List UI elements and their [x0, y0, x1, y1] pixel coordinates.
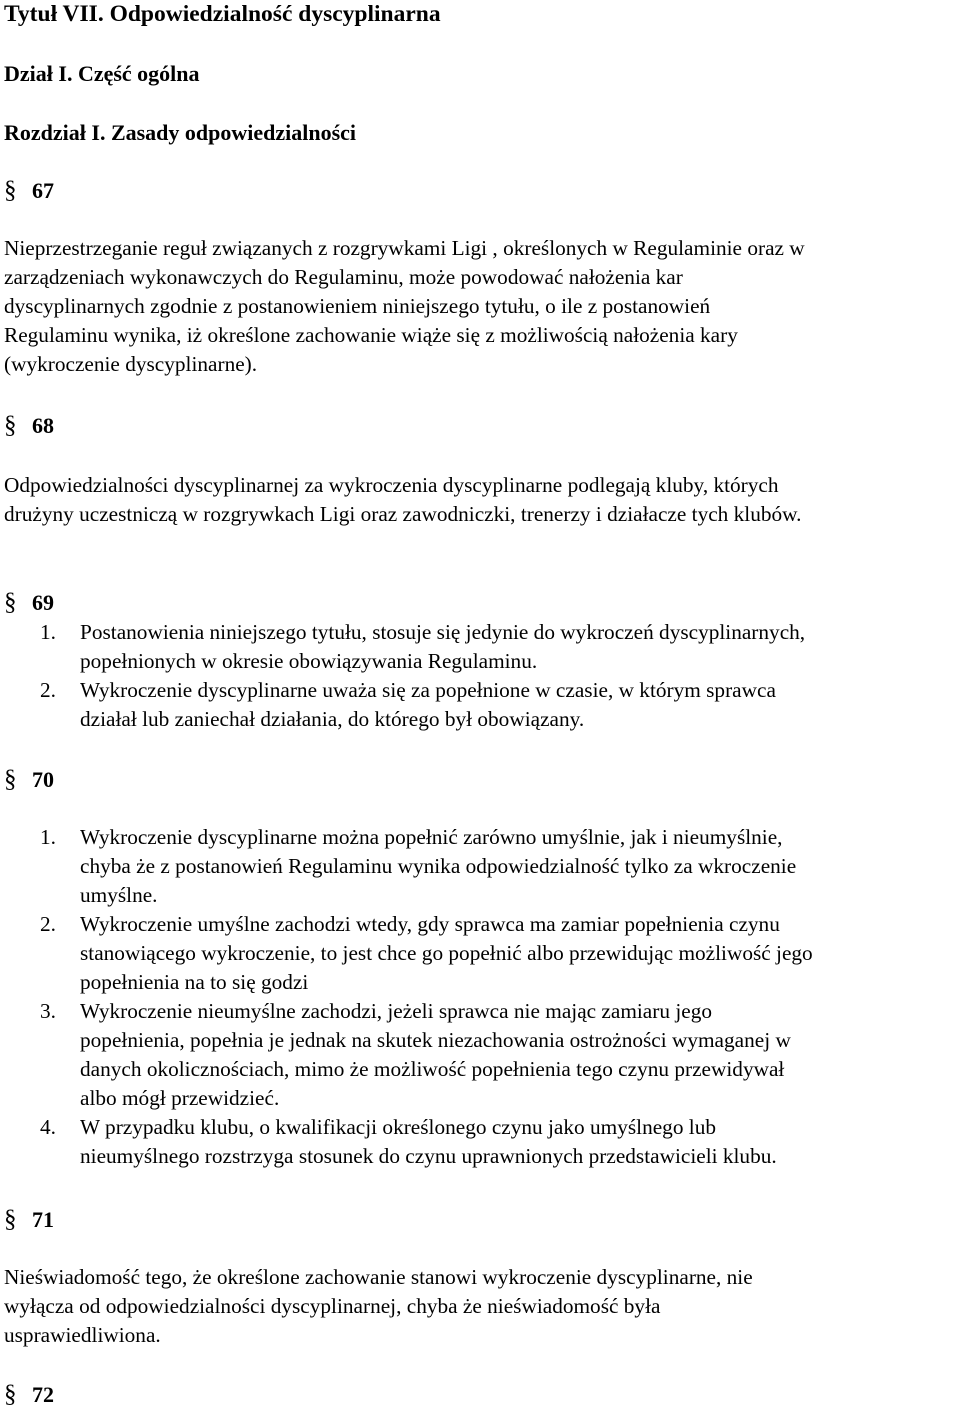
list-item-number: 1.	[40, 620, 56, 644]
section-number: 67	[32, 178, 54, 203]
list-item	[40, 997, 813, 1113]
section-sign-icon: §	[4, 589, 17, 616]
division-heading: Dział I. Część ogólna	[4, 61, 200, 86]
list-item-number: 2.	[40, 678, 56, 702]
text-line: Nieprzestrzeganie reguł związanych z rozgrywkami Ligi , określonych w Regulaminie oraz w	[4, 236, 805, 260]
text-line: zarządzeniach wykonawczych do Regulaminu, może powodować nałożenia kar	[4, 265, 683, 289]
section-69-list	[40, 618, 805, 734]
section-sign-icon: §	[4, 1381, 17, 1408]
text-line: W przypadku klubu, o kwalifikacji określonego czynu jako umyślnego lub	[80, 1115, 717, 1139]
list-item-number: 4.	[40, 1115, 56, 1139]
text-line: popełnionych w okresie obowiązywania Regulaminu.	[80, 649, 538, 673]
text-line: popełnienia, popełnia je jednak na skutek niezachowania ostrożności wymaganej w	[80, 1028, 791, 1052]
list-item	[40, 618, 805, 676]
text-line: chyba że z postanowień Regulaminu wynika odpowiedzialność tylko za wkroczenie	[80, 854, 797, 878]
section-number: 69	[32, 590, 54, 615]
text-line: drużyny uczestniczą w rozgrywkach Ligi oraz zawodniczki, trenerzy i działacze tych klubów.	[4, 502, 802, 526]
section-number: 72	[32, 1382, 54, 1407]
text-line: Regulaminu wynika, iż określone zachowanie wiąże się z możliwością nałożenia kary	[4, 323, 738, 347]
section-heading-69	[4, 588, 54, 617]
section-number: 68	[32, 413, 54, 438]
text-line: popełnienia na to się godzi	[80, 970, 309, 994]
text-line: Wykroczenie nieumyślne zachodzi, jeżeli sprawca nie mając zamiaru jego	[80, 999, 712, 1023]
list-item	[40, 823, 813, 910]
section-heading-72	[4, 1380, 54, 1409]
text-line: (wykroczenie dyscyplinarne).	[4, 352, 258, 376]
section-heading-67	[4, 176, 54, 205]
section-sign-icon: §	[4, 766, 17, 793]
section-71-paragraph	[4, 1263, 960, 1350]
section-sign-icon: §	[4, 412, 17, 439]
section-68-paragraph	[4, 471, 960, 529]
list-item-number: 2.	[40, 912, 56, 936]
text-line: nieumyślnego rozstrzyga stosunek do czynu uprawnionych przedstawicieli klubu.	[80, 1144, 777, 1168]
document-title: Tytuł VII. Odpowiedzialność dyscyplinarna	[4, 1, 441, 27]
text-line: Postanowienia niniejszego tytułu, stosuje się jedynie do wykroczeń dyscyplinarnych,	[80, 620, 806, 644]
section-number: 71	[32, 1207, 54, 1232]
list-item	[40, 1113, 813, 1171]
section-heading-68	[4, 411, 54, 440]
text-line: stanowiącego wykroczenie, to jest chce go popełnić albo przewidując możliwość jego	[80, 941, 813, 965]
text-line: umyślne.	[80, 883, 158, 907]
text-line: działał lub zaniechał działania, do którego był obowiązany.	[80, 707, 585, 731]
text-line: Nieświadomość tego, że określone zachowanie stanowi wykroczenie dyscyplinarne, nie	[4, 1265, 753, 1289]
text-line: Wykroczenie dyscyplinarne można popełnić zarówno umyślnie, jak i nieumyślnie,	[80, 825, 783, 849]
text-line: Odpowiedzialności dyscyplinarnej za wykroczenia dyscyplinarne podlegają kluby, których	[4, 473, 779, 497]
list-item	[40, 676, 805, 734]
section-sign-icon: §	[4, 1206, 17, 1233]
text-line: danych okolicznościach, mimo że możliwość popełnienia tego czynu przewidywał	[80, 1057, 785, 1081]
text-line: Wykroczenie dyscyplinarne uważa się za popełnione w czasie, w którym sprawca	[80, 678, 776, 702]
section-70-list	[40, 823, 813, 1171]
text-line: albo mógł przewidzieć.	[80, 1086, 280, 1110]
section-sign-icon: §	[4, 177, 17, 204]
section-number: 70	[32, 767, 54, 792]
section-heading-70	[4, 765, 54, 794]
section-heading-71	[4, 1205, 54, 1234]
list-item-number: 1.	[40, 825, 56, 849]
text-line: usprawiedliwiona.	[4, 1323, 161, 1347]
chapter-heading: Rozdział I. Zasady odpowiedzialności	[4, 120, 357, 145]
list-item	[40, 910, 813, 997]
list-item-number: 3.	[40, 999, 56, 1023]
section-67-paragraph	[4, 234, 960, 379]
text-line: Wykroczenie umyślne zachodzi wtedy, gdy sprawca ma zamiar popełnienia czynu	[80, 912, 780, 936]
text-line: dyscyplinarnych zgodnie z postanowieniem niniejszego tytułu, o ile z postanowień	[4, 294, 711, 318]
text-line: wyłącza od odpowiedzialności dyscyplinarnej, chyba że nieświadomość była	[4, 1294, 661, 1318]
